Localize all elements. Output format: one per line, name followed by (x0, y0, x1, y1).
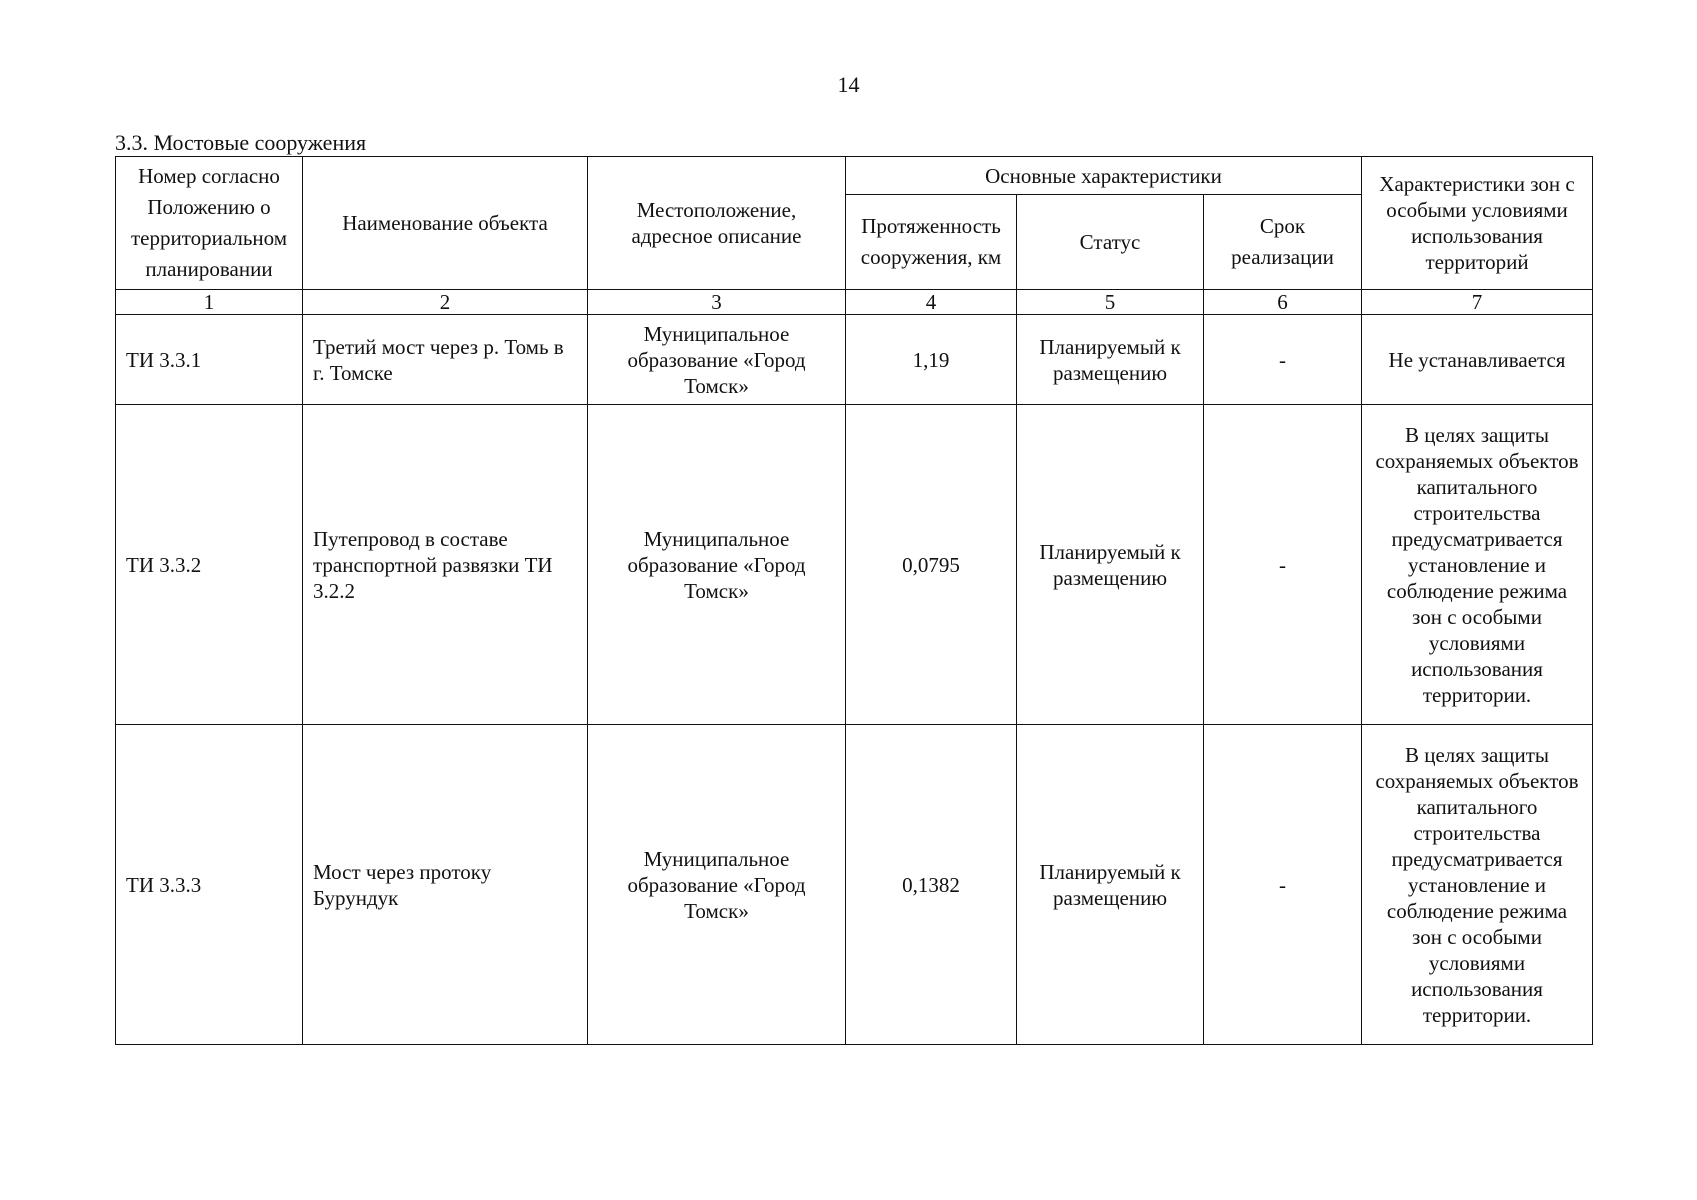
cell-status: Планируемый к размещению (1017, 725, 1204, 1045)
cell-name: Путепровод в составе транспортной развязки ТИ 3.2.2 (303, 405, 588, 725)
cell-name: Третий мост через р. Томь в г. Томске (303, 315, 588, 405)
cell-location: Муниципальное образование «Город Томск» (588, 725, 846, 1045)
header-name: Наименование объекта (303, 157, 588, 290)
header-length: Протяженность сооружения, км (846, 195, 1017, 290)
table-row (116, 725, 1593, 1045)
column-number: 4 (846, 290, 1017, 315)
header-term: Срок реализации (1204, 195, 1362, 290)
cell-number: ТИ 3.3.2 (116, 405, 303, 725)
cell-length: 0,0795 (846, 405, 1017, 725)
cell-number: ТИ 3.3.1 (116, 315, 303, 405)
cell-length: 1,19 (846, 315, 1017, 405)
page-number: 14 (837, 72, 860, 97)
column-number: 7 (1362, 290, 1593, 315)
header-zones: Характеристики зон с особыми условиями использования территорий (1362, 157, 1593, 290)
header-number: Номер согласно Положению о территориальном планировании (116, 157, 303, 290)
section-title: 3.3. Мостовые сооружения (115, 130, 367, 155)
cell-location: Муниципальное образование «Город Томск» (588, 315, 846, 405)
cell-term: - (1204, 725, 1362, 1045)
column-number: 1 (116, 290, 303, 315)
cell-status: Планируемый к размещению (1017, 405, 1204, 725)
column-number: 3 (588, 290, 846, 315)
cell-location: Муниципальное образование «Город Томск» (588, 405, 846, 725)
column-numbers-row (116, 290, 1593, 315)
cell-zones: Не устанавливается (1362, 315, 1593, 405)
table-row (116, 315, 1593, 405)
cell-term: - (1204, 315, 1362, 405)
cell-number: ТИ 3.3.3 (116, 725, 303, 1045)
cell-length: 0,1382 (846, 725, 1017, 1045)
header-status: Статус (1017, 195, 1204, 290)
cell-term: - (1204, 405, 1362, 725)
column-number: 2 (303, 290, 588, 315)
cell-zones: В целях защиты сохраняемых объектов капитального строительства предусматривается установление и соблюдение режима зон с особыми условиями использования территории. (1362, 405, 1593, 725)
cell-name: Мост через протоку Бурундук (303, 725, 588, 1045)
table-row (116, 405, 1593, 725)
header-location: Местоположение, адресное описание (588, 157, 846, 290)
header-row-top (116, 157, 1593, 195)
cell-zones: В целях защиты сохраняемых объектов капитального строительства предусматривается установление и соблюдение режима зон с особыми условиями использования территории. (1362, 725, 1593, 1045)
column-number: 6 (1204, 290, 1362, 315)
header-main-characteristics: Основные характеристики (846, 157, 1362, 195)
column-number: 5 (1017, 290, 1204, 315)
cell-status: Планируемый к размещению (1017, 315, 1204, 405)
bridge-structures-table (115, 156, 1593, 1045)
